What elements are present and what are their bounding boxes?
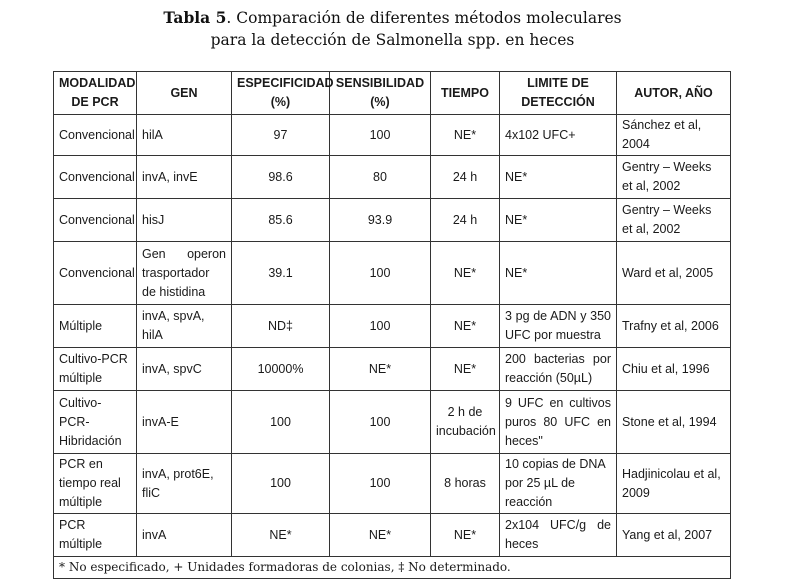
comparison-table	[53, 71, 731, 579]
cell-limite: 9 UFC en cultivos puros 80 UFC en heces"	[500, 391, 617, 454]
cell-autor: Chiu et al, 1996	[617, 348, 731, 391]
cell-limite: 200 bacterias por reacción (50µL)	[500, 348, 617, 391]
cell-modalidad: Convencional	[54, 199, 137, 242]
cell-autor: Sánchez et al, 2004	[617, 115, 731, 156]
cell-especificidad: 39.1	[232, 242, 330, 305]
header-limite: LIMITE DE DETECCIÓN	[500, 72, 617, 115]
cell-sensibilidad: NE*	[330, 348, 431, 391]
cell-autor: Stone et al, 1994	[617, 391, 731, 454]
cell-gen: invA, spvC	[137, 348, 232, 391]
footnote-row	[54, 557, 731, 579]
caption-line-2: para la detección de Salmonella spp. en heces	[210, 31, 575, 49]
footnote: * No especificado, + Unidades formadoras de colonias, ‡ No determinado.	[54, 557, 731, 579]
caption-line-1	[0, 7, 785, 29]
table-row	[54, 454, 731, 514]
cell-limite: NE*	[500, 156, 617, 199]
cell-autor: Trafny et al, 2006	[617, 305, 731, 348]
table-row	[54, 348, 731, 391]
cell-autor: Hadjinicolau et al, 2009	[617, 454, 731, 514]
table-row	[54, 115, 731, 156]
cell-limite: 4x102 UFC+	[500, 115, 617, 156]
cell-limite: 10 copias de DNA por 25 µL de reacción	[500, 454, 617, 514]
header-autor: AUTOR, AÑO	[617, 72, 731, 115]
cell-limite: 3 pg de ADN y 350 UFC por muestra	[500, 305, 617, 348]
table-caption	[0, 7, 785, 51]
cell-especificidad: 98.6	[232, 156, 330, 199]
cell-sensibilidad: 100	[330, 242, 431, 305]
cell-tiempo: NE*	[431, 242, 500, 305]
cell-tiempo: 24 h	[431, 199, 500, 242]
header-especificidad: ESPECIFICIDAD (%)	[232, 72, 330, 115]
cell-modalidad: PCR múltiple	[54, 514, 137, 557]
cell-modalidad: PCR en tiempo real múltiple	[54, 454, 137, 514]
cell-modalidad: Convencional	[54, 156, 137, 199]
cell-especificidad: NE*	[232, 514, 330, 557]
cell-tiempo: NE*	[431, 348, 500, 391]
cell-sensibilidad: 93.9	[330, 199, 431, 242]
cell-sensibilidad: 80	[330, 156, 431, 199]
cell-modalidad: Cultivo-PCR múltiple	[54, 348, 137, 391]
cell-sensibilidad: 100	[330, 305, 431, 348]
cell-limite: 2x104 UFC/g de heces	[500, 514, 617, 557]
cell-autor: Ward et al, 2005	[617, 242, 731, 305]
cell-modalidad: Múltiple	[54, 305, 137, 348]
cell-gen: hilA	[137, 115, 232, 156]
cell-especificidad: 97	[232, 115, 330, 156]
table-row	[54, 242, 731, 305]
table-row	[54, 156, 731, 199]
cell-tiempo: 8 horas	[431, 454, 500, 514]
cell-modalidad: Cultivo-PCR-Hibridación	[54, 391, 137, 454]
cell-gen: hisJ	[137, 199, 232, 242]
cell-especificidad: 100	[232, 454, 330, 514]
cell-gen: Gen operon trasportador de histidina	[137, 242, 232, 305]
cell-gen: invA	[137, 514, 232, 557]
cell-sensibilidad: 100	[330, 115, 431, 156]
cell-especificidad: ND‡	[232, 305, 330, 348]
cell-tiempo: NE*	[431, 115, 500, 156]
cell-especificidad: 10000%	[232, 348, 330, 391]
cell-gen: invA-E	[137, 391, 232, 454]
header-sensibilidad: SENSIBILIDAD (%)	[330, 72, 431, 115]
cell-autor: Gentry – Weeks et al, 2002	[617, 199, 731, 242]
header-tiempo: TIEMPO	[431, 72, 500, 115]
header-row	[54, 72, 731, 115]
cell-tiempo: 2 h de incubación	[431, 391, 500, 454]
caption-text-1: . Comparación de diferentes métodos moleculares	[226, 9, 622, 27]
cell-modalidad: Convencional	[54, 115, 137, 156]
cell-limite: NE*	[500, 242, 617, 305]
cell-gen: invA, spvA, hilA	[137, 305, 232, 348]
cell-gen: invA, invE	[137, 156, 232, 199]
cell-sensibilidad: 100	[330, 391, 431, 454]
cell-especificidad: 85.6	[232, 199, 330, 242]
cell-modalidad: Convencional	[54, 242, 137, 305]
cell-limite: NE*	[500, 199, 617, 242]
cell-tiempo: NE*	[431, 305, 500, 348]
cell-tiempo: 24 h	[431, 156, 500, 199]
caption-label: Tabla 5	[163, 8, 227, 27]
cell-sensibilidad: 100	[330, 454, 431, 514]
cell-sensibilidad: NE*	[330, 514, 431, 557]
table-row	[54, 391, 731, 454]
cell-autor: Yang et al, 2007	[617, 514, 731, 557]
header-modalidad: MODALIDAD DE PCR	[54, 72, 137, 115]
cell-gen: invA, prot6E, fliC	[137, 454, 232, 514]
table-row	[54, 514, 731, 557]
cell-especificidad: 100	[232, 391, 330, 454]
table-row	[54, 305, 731, 348]
header-gen: GEN	[137, 72, 232, 115]
table-row	[54, 199, 731, 242]
cell-tiempo: NE*	[431, 514, 500, 557]
cell-autor: Gentry – Weeks et al, 2002	[617, 156, 731, 199]
